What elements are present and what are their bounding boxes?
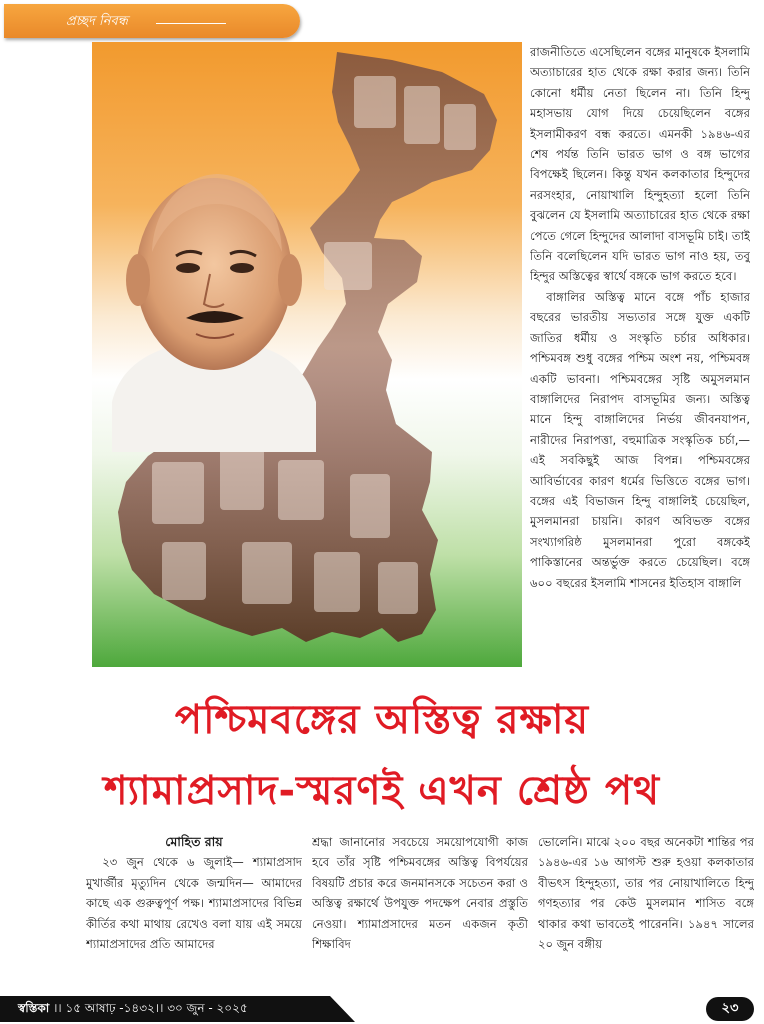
column-3-body: ভোলেনি। মাঝে ২০০ বছর অনেকটা শান্তির পর ১৯৪৬-এর ১৬ আগস্ট শুরু হওয়া কলকাতার বীভৎস হিন্দুহত্যা, তার পর নোয়াখালিতে হিন্দু গণহত্যার পর কেউ মুসলমান শাসিত বঙ্গে থাকার কথা ভাবতেই পারেননি। ১৯৪৭ সালের ২০ জুন বঙ্গীয় bbox=[538, 835, 754, 952]
author-byline: মোহিত রায় bbox=[165, 834, 223, 849]
column-1-body: ২৩ জুন থেকে ৬ জুলাই— শ্যামাপ্রসাদ মুখার্জীর মৃত্যুদিন থেকে জন্মদিন— আমাদের কাছে এক গুরুত্বপূর্ণ পক্ষ। শ্যামাপ্রসাদের বিভিন্ন কীর্তির কথা মাথায় রেখেও বলা যায় এই সময়ে শ্যামাপ্রসাদের প্রতি আমাদের bbox=[86, 855, 302, 952]
headline-line-1: পশ্চিমবঙ্গের অস্তিত্ব রক্ষায় bbox=[174, 697, 590, 743]
section-label: প্রচ্ছদ নিবন্ধ bbox=[66, 14, 128, 29]
feature-illustration bbox=[92, 42, 522, 667]
footer-info bbox=[18, 1000, 248, 1020]
text-column-3 bbox=[538, 832, 754, 984]
headline-line-2: শ্যামাপ্রসাদ-স্মরণই এখন শ্রেষ্ঠ পথ bbox=[103, 768, 661, 814]
portrait bbox=[112, 174, 316, 452]
issue-date: ।। ১৫ আষাঢ় -১৪৩২।। ৩০ জুন - ২০২৫ bbox=[53, 1001, 248, 1015]
text-column-1 bbox=[86, 832, 302, 984]
feature-image bbox=[92, 42, 522, 667]
right-paragraph-1: রাজনীতিতে এসেছিলেন বঙ্গের মানুষকে ইসলামি অত্যাচারের হাত থেকে রক্ষা করার জন্য। তিনি কোনো ধর্মীয় নেতা ছিলেন না। তিনি হিন্দু মহাসভায় যোগ দিয়ে চেয়েছিলেন বঙ্গের ইসলামীকরণ বন্ধ করতে। এমনকী ১৯৪৬-এর শেষ পর্যন্ত তিনি ভারত ভাগ ও বঙ্গ ভাগের বিপক্ষেই ছিলেন। কিন্তু যখন কলকাতার হিন্দুদের নরসংহার, নোয়াখালি হিন্দুহত্যা হলো তিনি বুঝলেন যে ইসলামি অত্যাচারের হাত থেকে রক্ষা পেতে গেলে হিন্দুদের আলাদা বাসভূমি চাই। তাই তিনি বলেছিলেন যদি ভারত ভাগ নাও হয়, তবু হিন্দুর অস্তিত্বের স্বার্থে বঙ্গকে ভাগ করতে হবে। bbox=[530, 45, 750, 284]
text-column-2 bbox=[312, 832, 528, 984]
page-number: ২৩ bbox=[706, 997, 754, 1021]
right-paragraph-2: বাঙ্গালির অস্তিত্ব মানে বঙ্গে পাঁচ হাজার বছরের ভারতীয় সভ্যতার সঙ্গে যুক্ত একটি জাতির ধর্মীয় ও সংস্কৃতি চর্চার অধিকার। পশ্চিমবঙ্গ শুধু বঙ্গের পশ্চিম অংশ নয়, পশ্চিমবঙ্গ একটি ভাবনা। পশ্চিমবঙ্গের সৃষ্টি অমুসলমান বাঙ্গালিদের নিরাপদ বাসভূমির জন্য। অস্তিত্ব মানে হিন্দু বাঙ্গালিদের নির্ভয় জীবনযাপন, নারীদের নিরাপত্তা, বহুমাত্রিক সংস্কৃতিক চর্চা,— এই সবকিছুই আজ বিপন্ন। পশ্চিমবঙ্গের আবির্ভাবের কারণ ধর্মের ভিত্তিতে বঙ্গের ভাগ। বঙ্গের এই বিভাজন হিন্দু বাঙ্গালিই চেয়েছিল, মুসলমানরা চায়নি। কারণ অবিভক্ত বঙ্গের সংখ্যাগরিষ্ঠ মুসলমানরা পুরো বঙ্গকেই পাকিস্তানের অন্তর্ভুক্ত করতে চেয়েছিল। বঙ্গে ৬০০ বছরের ইসলামি শাসনের ইতিহাস বাঙ্গালি bbox=[530, 289, 750, 590]
magazine-name: স্বস্তিকা bbox=[18, 1001, 50, 1015]
section-tab bbox=[4, 4, 300, 38]
section-rule bbox=[156, 23, 226, 24]
right-text-column bbox=[530, 42, 750, 670]
column-2-body: শ্রদ্ধা জানানোর সবচেয়ে সময়োপযোগী কাজ হবে তাঁর সৃষ্টি পশ্চিমবঙ্গের অস্তিত্ব বিপর্যয়ের বিষয়টি প্রচার করে জনমানসকে সচেতন করা ও অস্তিত্ব রক্ষার্থে উপযুক্ত পদক্ষেপ নেবার প্রস্তুতি নেওয়া। শ্যামাপ্রসাদের মতন একজন কৃতী শিক্ষাবিদ bbox=[312, 835, 528, 952]
